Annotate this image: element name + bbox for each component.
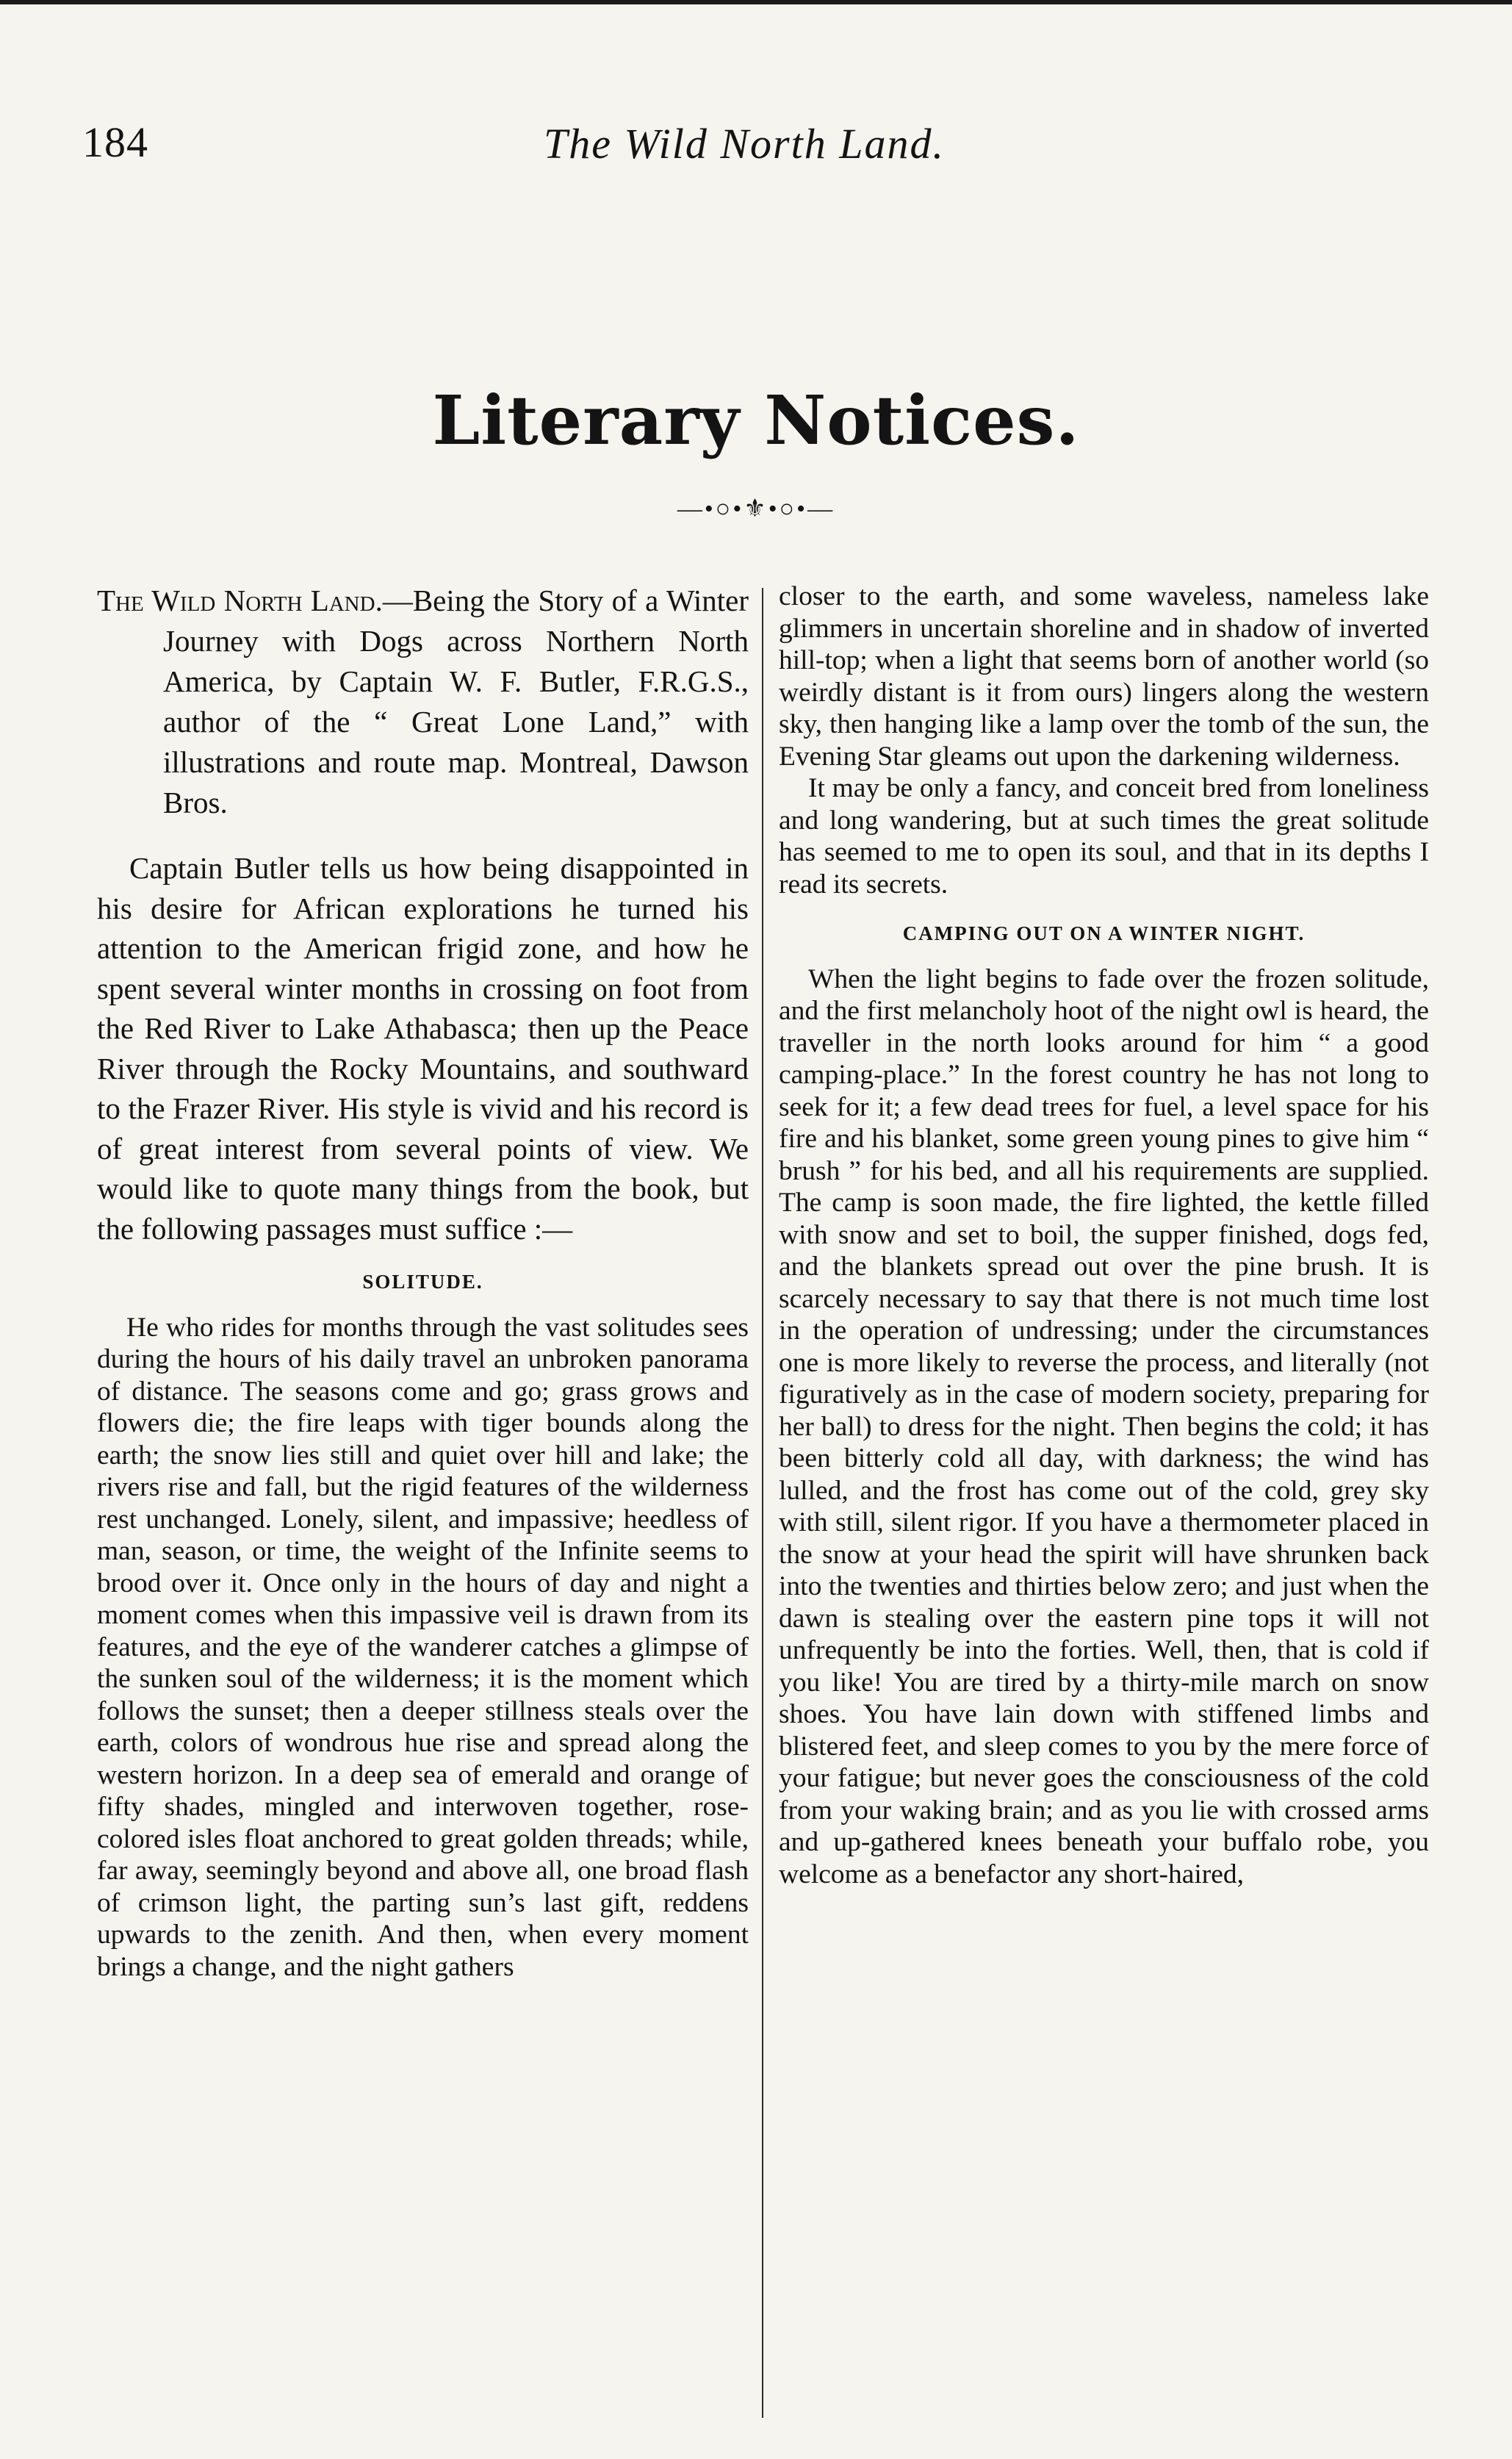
solitude-paragraph-continued: closer to the earth, and some waveless, nameless lake glimmers in uncertain shoreline and in shadow of inverted hill-top; when a light that seems born of another world (so weirdly distant is it from ours) lingers along the western sky, then hanging like a lamp over the tomb of the sun, the Evening Star gleams out upon the darkening wilderness. — [779, 581, 1429, 772]
book-citation: —Being the Story of a Winter Journey with Dogs across Northern North America, by Captain W. F. Butler, F.R.G.S., author of the “ Great Lone Land,” with illustrations and route map. Montreal, Dawson Bros. — [163, 584, 749, 819]
review-paragraph: Captain Butler tells us how being disappointed in his desire for African explorations he turned his attention to the American frigid zone, and how he spent several winter months in crossing on foot from the Red River to Lake Athabasca; then up the Peace River through the Rocky Mountains, and southward to the Frazer River. His style is vivid and his record is of great interest from several points of view. We would like to quote many things from the book, but the following passages must suffice :— — [97, 851, 749, 1246]
running-title: The Wild North Land. — [544, 120, 945, 168]
page-number: 184 — [82, 118, 148, 166]
left-column — [97, 581, 749, 2418]
camping-paragraph: When the light begins to fade over the frozen solitude, and the first melancholy hoot of the night owl is heard, the traveller in the north looks around for him “ a good camping-place.” In the forest country he has not long to seek for it; a few dead trees for fuel, a level space for his fire and his blanket, some green young pines to give him “ brush ” for his bed, and all his requirements are supplied. The camp is soon made, the fire lighted, the kettle filled with snow and set to boil, the supper finished, dogs fed, and the blankets spread out over the pine brush. It is scarcely necessary to say that there is not much time lost in the operation of undressing; under the circumstances one is more likely to reverse the process, and literally (not figuratively as in the case of modern society, preparing for her ball) to dress for the night. Then begins the cold; it has been bitterly cold all day, with darkness; the wind has lulled, and the frost has come out of the cold, grey sky with still, silent rigor. If you have a thermometer placed in the snow at your head the spirit will have shrunken back into the twenties and thirties below zero; and just when the dawn is stealing over the eastern pine tops it will not unfrequently be into the forties. Well, then, that is cold if you like! You are tired by a thirty-mile march on snow shoes. You have lain down with stiffened limbs and blistered feet, and sleep comes to you by the mere force of your fatigue; but never goes the consciousness of the cold from your waking brain; and as you lie with crossed arms and up-gathered knees beneath your buffalo robe, you welcome as a benefactor any short-haired, — [779, 963, 1429, 1889]
right-column — [779, 581, 1429, 2418]
book-entry-heading — [97, 581, 749, 823]
section-title: Literary Notices. — [432, 381, 1080, 460]
column-divider — [762, 588, 763, 2418]
ornament-divider: —•○•⚜•○•— — [677, 495, 835, 523]
solitude-heading: SOLITUDE. — [362, 1271, 483, 1293]
camping-heading: CAMPING OUT ON A WINTER NIGHT. — [902, 922, 1306, 944]
solitude-paragraph: He who rides for months through the vast solitudes sees during the hours of his daily travel an unbroken panorama of distance. The seasons come and go; grass grows and flowers die; the fire leaps with tiger bounds along the earth; the snow lies still and quiet over hill and lake; the rivers rise and fall, but the rigid features of the wilderness rest unchanged. Lonely, silent, and impassive; heedless of man, season, or time, the weight of the Infinite seems to brood over it. Once only in the hours of day and night a moment comes when this impassive veil is drawn from its features, and the eye of the wanderer catches a glimpse of the sunken soul of the wilderness; it is the moment which follows the sunset; then a deeper stillness steals over the earth, colors of wondrous hue rise and spread along the western horizon. In a deep sea of emerald and orange of fifty shades, mingled and interwoven together, rose-colored isles float anchored to great golden threads; while, far away, seemingly beyond and above all, one broad flash of crimson light, the parting sun’s last gift, reddens upwards to the zenith. And then, when every moment brings a change, and the night gathers — [97, 1312, 749, 1982]
solitude-paragraph-2: It may be only a fancy, and conceit bred from loneliness and long wandering, but at such times the great solitude has seemed to me to open its soul, and that in its depths I read its secrets. — [779, 773, 1429, 900]
top-border-rule — [0, 0, 1512, 4]
book-title: The Wild North Land. — [97, 584, 383, 617]
